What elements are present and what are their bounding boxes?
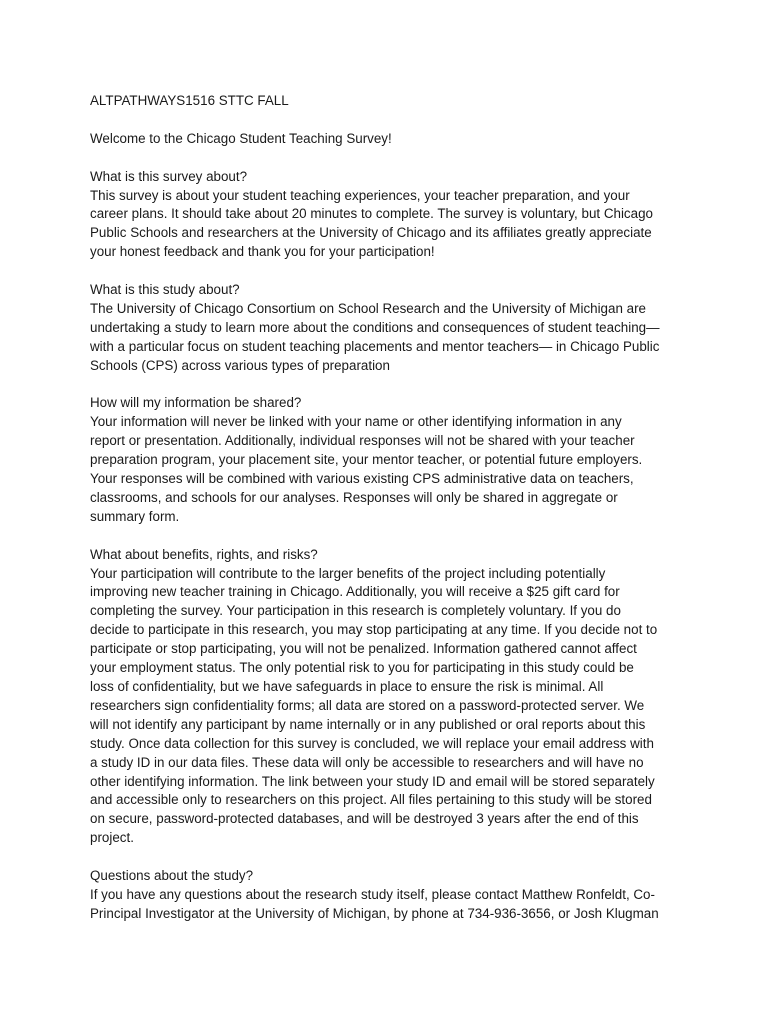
paragraph-line: project. (90, 830, 134, 846)
paragraph-line: completing the survey. Your participation in this research is completely voluntary. If you do (90, 603, 621, 619)
paragraph-line: Your participation will contribute to the larger benefits of the project including potentially (90, 565, 606, 581)
paragraph-line: career plans. It should take about 20 minutes to complete. The survey is voluntary, but Chicago (90, 206, 653, 222)
paragraph-line: and accessible only to researchers on this project. All files pertaining to this study will be stored (90, 792, 652, 808)
paragraph-line: study. Once data collection for this survey is concluded, we will replace your email address with (90, 735, 654, 751)
spacer (90, 376, 690, 395)
section (90, 281, 690, 376)
spacer (90, 149, 690, 168)
paragraph-line: on secure, password-protected databases, and will be destroyed 3 years after the end of this (90, 811, 639, 827)
paragraph-line: If you have any questions about the research study itself, please contact Matthew Ronfeldt, Co- (90, 886, 655, 902)
paragraph-line: Your responses will be combined with various existing CPS administrative data on teachers, (90, 471, 634, 487)
section (90, 168, 690, 263)
section-heading: What is this study about? (90, 282, 240, 298)
paragraph-line: report or presentation. Additionally, individual responses will not be shared with your teacher (90, 433, 635, 449)
paragraph-line: a study ID in our data files. These data will only be accessible to researchers and will have no (90, 754, 644, 770)
paragraph-line: Public Schools and researchers at the University of Chicago and its affiliates greatly appreciate (90, 225, 652, 241)
paragraph-line: undertaking a study to learn more about the conditions and consequences of student teaching— (90, 319, 660, 335)
paragraph-line: researchers sign confidentiality forms; all data are stored on a password-protected server. We (90, 697, 645, 713)
paragraph-line: Your information will never be linked with your name or other identifying information in any (90, 414, 622, 430)
paragraph-line: loss of confidentiality, but we have safeguards in place to ensure the risk is minimal. All (90, 679, 604, 695)
spacer (90, 527, 690, 546)
paragraph-line: your honest feedback and thank you for your participation! (90, 244, 435, 260)
paragraph-line: The University of Chicago Consortium on School Research and the University of Michigan are (90, 300, 646, 316)
paragraph-line: improving new teacher training in Chicago. Additionally, you will receive a $25 gift card for (90, 584, 620, 600)
paragraph-line: This survey is about your student teaching experiences, your teacher preparation, and your (90, 187, 630, 203)
paragraph-line: preparation program, your placement site, your mentor teacher, or potential future employers. (90, 452, 643, 468)
paragraph-line: other identifying information. The link between your study ID and email will be stored separately (90, 773, 655, 789)
paragraph-line: Principal Investigator at the University of Michigan, by phone at 734-936-3656, or Josh Klugman (90, 905, 659, 921)
section-heading: What is this survey about? (90, 168, 248, 184)
section-heading: How will my information be shared? (90, 395, 302, 411)
spacer (90, 111, 690, 130)
section (90, 546, 690, 849)
section (90, 867, 690, 924)
section-heading: What about benefits, rights, and risks? (90, 546, 318, 562)
paragraph-line: your employment status. The only potential risk to you for participating in this study could be (90, 660, 634, 676)
section (90, 394, 690, 526)
welcome-heading: Welcome to the Chicago Student Teaching Survey! (90, 130, 392, 146)
paragraph-line: classrooms, and schools for our analyses. Responses will only be shared in aggregate or (90, 489, 618, 505)
spacer (90, 262, 690, 281)
paragraph-line: Schools (CPS) across various types of preparation (90, 357, 390, 373)
spacer (90, 848, 690, 867)
document-sections (90, 168, 690, 924)
paragraph-line: summary form. (90, 508, 180, 524)
paragraph-line: will not identify any participant by name internally or in any published or oral reports about this (90, 716, 646, 732)
section-heading: Questions about the study? (90, 868, 254, 884)
paragraph-line: participate or stop participating, you will not be penalized. Information gathered cannot affect (90, 641, 637, 657)
document-header: ALTPATHWAYS1516 STTC FALL (90, 93, 289, 108)
document-page (90, 92, 690, 924)
paragraph-line: decide to participate in this research, you may stop participating at any time. If you decide not to (90, 622, 658, 638)
paragraph-line: with a particular focus on student teaching placements and mentor teachers— in Chicago Public (90, 338, 660, 354)
